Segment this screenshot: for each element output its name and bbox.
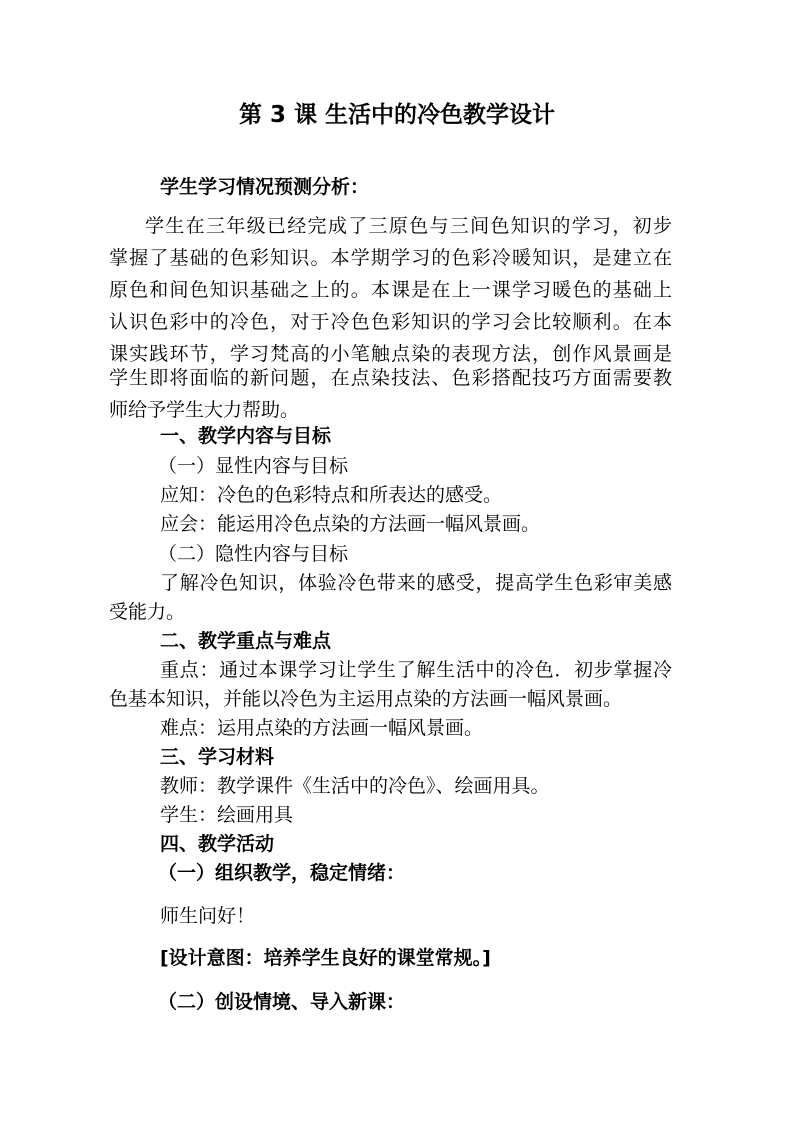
section-heading: 三、学习材料 [160, 746, 275, 768]
key-line: 色基本知识，并能以冷色为主运用点染的方法画一幅风景画。 [109, 688, 623, 710]
difficulty-line: 难点：运用点染的方法画一幅风景画。 [160, 717, 484, 739]
document-title: 第 3 课 生活中的冷色教学设计 [238, 102, 556, 128]
activity-heading: （一）组织教学，稳定情绪： [158, 862, 406, 884]
activity-heading: （二）创设情境、导入新课： [158, 991, 406, 1013]
hidden-line: 了解冷色知识，体验冷色带来的感受，提高学生色彩审美感 [160, 572, 672, 594]
can-line: 应会：能运用冷色点染的方法画一幅风景画。 [160, 513, 541, 535]
prediction-line: 学生即将面临的新问题，在点染技法、色彩搭配技巧方面需要教 [109, 367, 672, 389]
greeting-line: 师生问好！ [160, 905, 256, 927]
design-intent: [设计意图：培养学生良好的课堂常规。] [160, 947, 491, 969]
section-heading: 一、教学内容与目标 [160, 425, 332, 447]
prediction-line: 学生在三年级已经完成了三原色与三间色知识的学习，初步 [145, 215, 672, 237]
prediction-line: 掌握了基础的色彩知识。本学期学习的色彩冷暖知识，是建立在 [109, 247, 672, 269]
know-line: 应知：冷色的色彩特点和所表达的感受。 [160, 484, 503, 506]
student-materials: 学生：绘画用具 [160, 804, 294, 826]
prediction-line: 原色和间色知识基础之上的。本课是在上一课学习暖色的基础上 [109, 279, 672, 301]
key-line: 重点：通过本课学习让学生了解生活中的冷色．初步掌握冷 [160, 659, 672, 681]
subsection-heading: （二）隐性内容与目标 [158, 543, 349, 565]
prediction-heading: 学生学习情况预测分析： [160, 176, 370, 198]
prediction-line: 师给予学生大力帮助。 [109, 399, 300, 421]
prediction-line: 课实践环节，学习梵高的小笔触点染的表现方法，创作风景画是 [109, 343, 672, 365]
prediction-line: 认识色彩中的冷色，对于冷色色彩知识的学习会比较顺利。在本 [109, 311, 672, 333]
teacher-materials: 教师：教学课件《生活中的冷色》、绘画用具。 [160, 775, 550, 797]
section-heading: 二、教学重点与难点 [160, 630, 332, 652]
hidden-line: 受能力。 [109, 601, 186, 623]
section-heading: 四、教学活动 [160, 833, 275, 855]
subsection-heading: （一）显性内容与目标 [158, 455, 349, 477]
